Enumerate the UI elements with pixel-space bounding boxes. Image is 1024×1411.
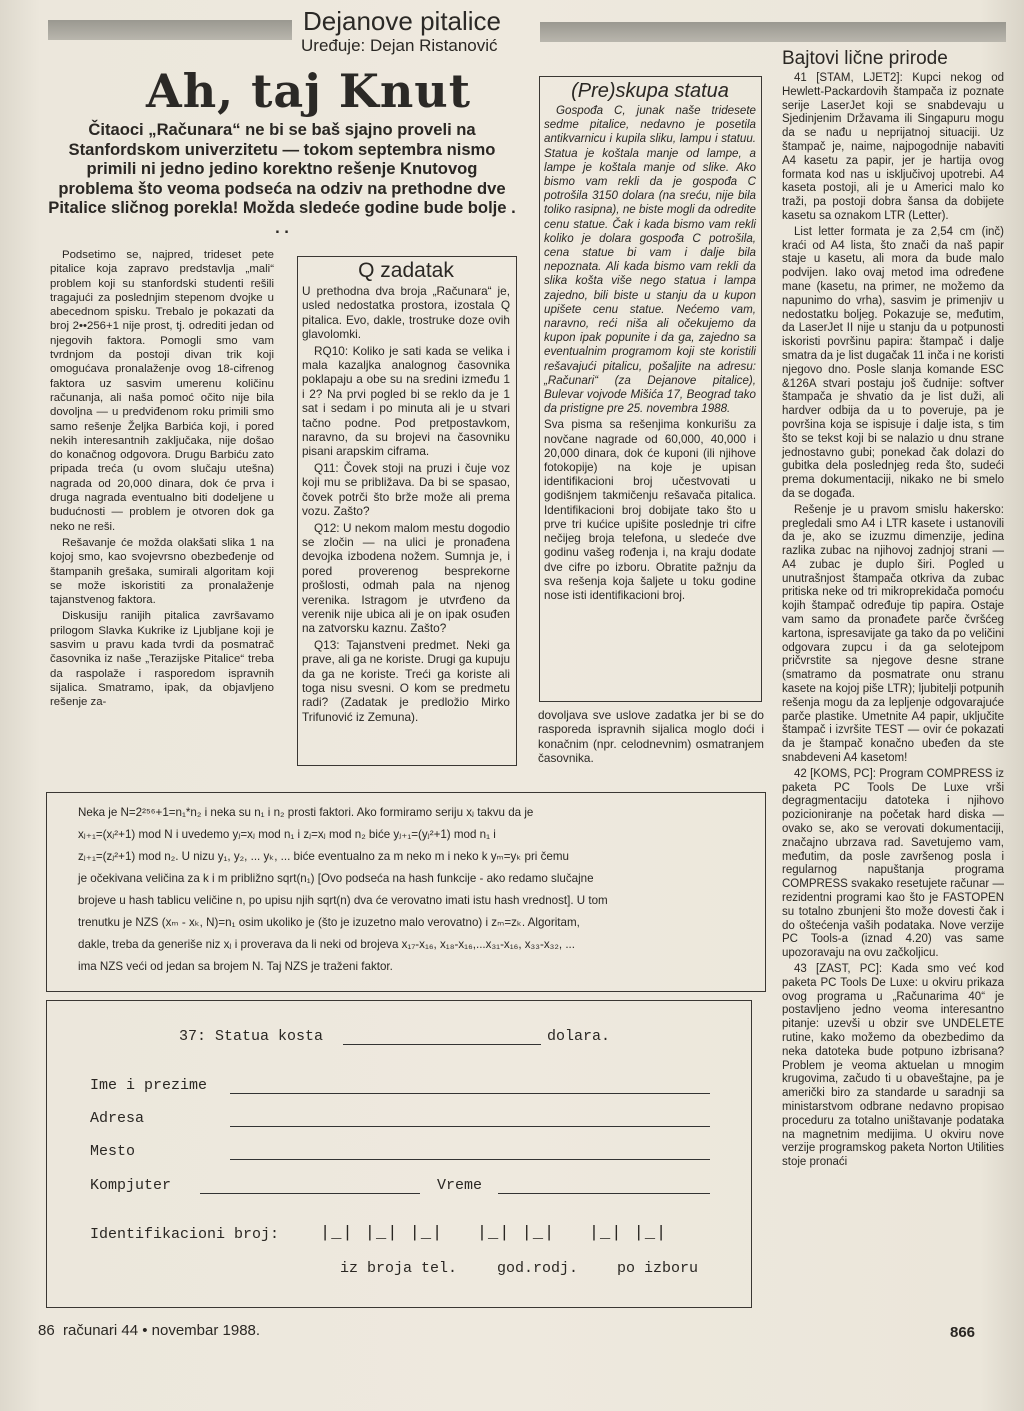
id-caption-phone: iz broja tel. xyxy=(340,1260,458,1277)
id-caption-birth-year: god.rodj. xyxy=(497,1260,579,1277)
place-label: Mesto xyxy=(90,1143,136,1160)
q-zadatak-content xyxy=(302,258,510,726)
byte-43: 43 [ZAST, PC]: Kada smo već kod paketa PC Tools De Luxe: u okviru prikaza ovog programa u „Računarima 40“ je postavljeno jedno veoma interesantno pitanje: uzevši u obzir sve UNDELETE rutine, kako možemo da obezbedimo da neka datoteka bude potpuno izbrisana? Problem je veoma aktuelan u mnogim krugovima, začudo ti u obaveštajne, pa je američki biro za standarde u saradnji sa ministarstvom odbrane nedavno propisao proceduru za totalno uništavanje podataka na magnetnim medijima. U okviru nove verzije programskog paketa Norton Utilities stoje pronaći xyxy=(782,963,1004,1169)
q10: RQ10: Koliko je sati kada se velika i mala kazaljka analognog časovnika poklapaju a obe su na sredini između 1 i 2? Na prvi pogled bi se reklo da je 1 sat i sedam i po minuta ali je u stvari tačno podne. Pod pretpostavkom, naravno, da su brojevi na časovniku pisani arapskim ciframa. xyxy=(302,343,510,459)
algorithm-line-4: je očekivana veličina za k i m približno sqrt(n₁) [Ovo podseća na hash funkcije - ako redamo slučajne xyxy=(78,872,594,885)
byte-41: 41 [STAM, LJET2]: Kupci nekog od Hewlett-Packardovih štampača iz poznate serije LaserJet koji se snabdevaju u Sjedinjenim Državama ili Singapuru mogu da se nađu u nepriјatnoj situaciji. Uz štampač je, naime, najpogodnije nabaviti A4 kasetu za papir, jer je hartija ovog formata kod nas u isključivoj upotrebi. A4 kaseta postoji, ali je u Americi malo ko traži, pa postoji dobra šansa da dobijete kasetu sa oznakom LTR (Letter). xyxy=(782,72,1004,222)
q-zadatak-title: Q zadatak xyxy=(358,259,454,282)
name-field[interactable] xyxy=(230,1077,710,1094)
byte-42: 42 [KOMS, PC]: Program COMPRESS iz paketa PC Tools De Luxe vrši degragmentaciju datoteka i njihovo pozicioniranje na početak hard diska — ovako se, ako se verovati dokumentaciji, značajno ubrzava rad. Savetujemo vam, međutim, da posle završenog posla i regularnog napuštanja programa COMPRESS svakako resetujete računar — rezidentni programi kao što je FASTOPEN su totalno zbunjeni što može dovesti čak i do oštećenja vaših podataka. Nove verzije PC Tools-a (iznad 4.20) vas same upozoravaju na ovu začkoljicu. xyxy=(782,767,1004,960)
byte-41-part2: List letter formata je za 2,54 cm (inč) kraći od A4 lista, što znači da naš papir staje u kasetu, ali mora da bude malo podvijen. Iako ovaj metod ima određene mane (kasetu, na primer, ne možemo da napunimo do vrha), sasvim je primenjiv u nedostatku boljeg. Pokazuje se, međutim, da LaserJet II nije u stanju da u potpunosti iskoristi površinu papira: štampač i dalje smatra da je list dugačak 11 inča i ne koristi njegovo dno. Posle slanja komande ESC &126A stvari postaju još čudnije: softver štampača je shvatio da je list duži, ali hardver odbija da u to poveruje, pa je površina koja se ispisuje i dalje ista, s tim što se tekst koji bi se nalazio u dnu strane jednostavno gubi; ponekad čak dolazi do gubitka dela poslednjeg reda što, sudeći prema dokumentaciji, nikako ne bi smelo da se događa. xyxy=(782,225,1004,500)
continuation-text: dovoljava sve uslove zadatka jer bi se do rasporeda ispravnih sijalica moglo doći i konačnim (npr. celodnevnim) osmatranjem časovnika. xyxy=(538,708,764,765)
computer-field[interactable] xyxy=(200,1177,420,1194)
algorithm-line-6: trenutku je NZS (xₘ - xₖ, N)=n₁ osim ukoliko je (što je izuzetno malo verovatno) i zₘ=zₖ. Algoritam, xyxy=(78,916,580,929)
algorithm-text xyxy=(78,802,738,978)
algorithm-line-2: xⱼ₊₁=(xⱼ²+1) mod N i uvedemo yⱼ=xⱼ mod n₁ i zⱼ=xⱼ mod n₂ biće yⱼ₊₁=(yⱼ²+1) mod n₁ i xyxy=(78,828,496,841)
q13: Q13: Tajanstveni predmet. Neki ga prave, ali ga ne koriste. Drugi ga kupuju da ga ne koriste. Treći ga koriste ali toga nisu svesni. O kom se predmetu radi? (Zadatak je predložio Mirko Trifunović iz Zemuna). xyxy=(302,637,510,724)
time-label: Vreme xyxy=(437,1177,483,1194)
right-column-title: Bajtovi lične prirode xyxy=(782,48,948,69)
footer-page-number: 866 xyxy=(950,1324,976,1341)
byte-41-part3: Rešenje je u pravom smislu hakersko: pregledali smo A4 i LTR kasete i ustanovili da je, ako se izuzmu dimenzije, jedina razlika zubac na njihovoj zadnjoj strani — A4 zubac je duplo širi. Pogled u unutrašnjost štampača otkriva da zubac pritiska neke od tri mikroprekidača pomoću kojih štampač određuje tip papira. Ostaje vam samo da pronađete parče čvršćeg kartona, ispresavijate ga tako da po veličini odgovara zupcu i da ga selotejpom pričvrstite sa njegove desne strane (smatramo da posmatrate onu stranu kasete na kojoj piše LTR); ljubitelji potpunih rešenja mogu da za lepljenje odgovarajuće parče plastike. Umetnite A4 papir, uključite štampač i izvršite TEST — ovir će pokazati da je štampač konačno ubeđen da ste snabdeveni A4 kasetom! xyxy=(782,503,1004,765)
paragraph-1: Podsetimo se, najpred, trideset pete pitalice koja zapravo predstavlja „mali“ problem koji su stanfordski studenti rešili tragajući za poslednjim stepenom dvojke u abecednom spisku. Trebalo je pokazati da broj 2••256+1 nije prost, tj. odrediti jedan od njegovih faktora. Pomogli smo vam tvrdnjom da postoji divan trik koji omogućava pronalaženje ovog 18-cifrenog faktora uz sasvim umerenu količinu računanja, ali naša pomoć očito nije bila dovoljna — u predviđenom roku primili smo samo rešenje Željka Barbića koji, i pored nekih interesantnih zaključaka, nije došao do konačnog odgovora. Drugu Barbiću zato pripada treća (u ovom slučaju utešna) nagrada od 20,000 dinara, dok će prva i druga nagrada eventualno biti dodeljene u budućnosti — problem je otvoren dok ga neko ne reši. xyxy=(50,249,274,533)
editor-line: Uređuje: Dejan Ristanović xyxy=(301,36,498,55)
statua-italic-text: Gospođa C, junak naše tridesete sedme pitalice, nedavno je posetila antikvarnicu i kupila sliku, lampu i statuu. Statua je koštala manje od lampe, a lampe je koštala manje od slike. Ako bismo vam rekli da je gospođa C potrošila 3150 dolara (na sreću, nije bila toliko rasipna), ne biste mogli da odredite cenu statue. Čak i kada bismo vam rekli koliko je dolara gospođa C potrošila, cena statue bi vam i dalje bila nepoznata. Ali kada bismo vam rekli da slika košta više nego statua i lampa zajedno, bili biste u stanju da u kupon upišete cenu statue. Nećemo vam, naravno, reći niša ali očekujemo da kupon ipak popunite i da ga, zajedno sa eventualnim programom koji ste koristili rešavajući pitalicu, pošaljite na adresu: „Računari“ (za Dejanove pitalice), Bulevar vojvode Mišića 17, Beograd tako da pristigne pre 25. novembra 1988. xyxy=(544,104,756,416)
computer-label: Kompjuter xyxy=(90,1177,172,1194)
algorithm-line-1: Neka je N=2²⁵⁶+1=n₁*n₂ i neka su n₁ i n₂ prosti faktori. Ako formiramo seriju xⱼ takvu da je xyxy=(78,806,534,819)
header-bar-left xyxy=(48,20,292,40)
lead-paragraph: Čitaoci „Računara“ ne bi se baš sjajno proveli na Stanfordskom univerzitetu — tokom septembra nismo primili ni jedno jedino korektno rešenje Knutovog problema što veoma podseća na odziv na prethodne dve Pitalice sličnog porekla! Možda sledeće godine bude bolje . . . xyxy=(48,120,516,237)
address-label: Adresa xyxy=(90,1110,145,1127)
paragraph-3: Diskusiju ranijih pitalica završavamo prilogom Slavka Kukrike iz Ljubljane koji je sasvim u pravu kada tvrdi da posmatrač časovnika iz naše „Terazijske Pitalice“ treba da raspolaže i rasporedom ispravnih sijalica. Smatramo, ipak, da objavljeno rešenje za- xyxy=(50,610,274,709)
name-label: Ime i prezime xyxy=(90,1077,208,1094)
statua-normal-text: Sva pisma sa rešenjima konkurišu za novčane nagrade od 60,000, 40,000 i 20,000 dinara, dok će kuponi (ili njihove fotokopije) na koje je upisan identifikacioni broj učestvovati u godišnjem takmičenju rešavača pitalica. Identifikacioni broj dobijate tako što u prve tri kućice upišite poslednje tri cifre nečijeg broja telefona, u sledeće dve godinu vašeg rođenja i, na kraju dodate dve cifre po izboru. Obratite pažnju da sva rešenja koja šaljete u toku godine nose isti identifikacioni broj. xyxy=(544,418,756,602)
statua-title: (Pre)skupa statua xyxy=(571,80,729,102)
q11: Q11: Čovek stoji na pruzi i čuje voz koji mu se približava. Da bi se spasao, čovek potrči što brže može ali prema vozu. Zašto? xyxy=(302,460,510,519)
q-intro: U prethodna dva broja „Računara“ je, usled nedostatka prostora, izostala Q pitalica. Evo, dakle, trostruke doze ovih glavolomki. xyxy=(302,284,510,342)
id-boxes[interactable]: |_| |_| |_| |_| |_| |_| |_| xyxy=(320,1224,668,1243)
algorithm-line-8: ima NZS veći od jedan sa brojem N. Taj NZS je traženi faktor. xyxy=(78,960,393,973)
statua-content xyxy=(544,78,756,605)
statue-price-prefix: 37: Statua kosta xyxy=(179,1028,324,1045)
q12: Q12: U nekom malom mestu dogodio se zločin — na ulici je pronađena devojka izbodena nožem. Sumnja je, i pored proverenog besprekorne prošlosti, odmah pala na njenog verenika. Istragom je utvrđeno da verenik nije ubica ali je on ipak osuđen na zatvorsku kaznu. Zašto? xyxy=(302,520,510,636)
place-field[interactable] xyxy=(230,1143,710,1160)
footer-left: 86 računari 44 • novembar 1988. xyxy=(38,1322,261,1339)
id-label: Identifikacioni broj: xyxy=(90,1226,280,1243)
statue-price-field[interactable] xyxy=(343,1028,541,1045)
time-field[interactable] xyxy=(498,1177,710,1194)
main-text-column xyxy=(50,248,274,712)
id-caption-choice: po izboru xyxy=(617,1260,699,1277)
paragraph-2: Rešavanje će možda olakšati slika 1 na kojoj smo, kao svojevrsno obezbeđenje od štampanih grešaka, sumirali algoritam koji se može iskoristiti za pronalaženje tajanstvenog faktora. xyxy=(50,536,274,607)
algorithm-line-7: dakle, treba da generiše niz xⱼ i proverava da li neki od brojeva x₁₇-x₁₆, x₁₈-x₁₆,...x₃₁-x₁₆, x₃₃-x₃₂, ... xyxy=(78,938,575,951)
headline: Ah, taj Knut xyxy=(146,64,471,118)
column-title: Dejanove pitalice xyxy=(303,6,502,36)
address-field[interactable] xyxy=(230,1110,710,1127)
algorithm-line-3: zⱼ₊₁=(zⱼ²+1) mod n₂. U nizu y₁, y₂, ... yₖ, ... biće eventualno za m neko m i neko k yₘ=yₖ pri čemu xyxy=(78,850,569,863)
statue-price-suffix: dolara. xyxy=(547,1028,611,1045)
algorithm-line-5: brojeve u hash tablicu veličine n, po upisu njih sqrt(n) dva će verovatno imati istu hash vrednost]. U tom xyxy=(78,894,608,907)
right-text-column xyxy=(782,72,1004,1172)
header-bar-right xyxy=(540,22,1006,42)
